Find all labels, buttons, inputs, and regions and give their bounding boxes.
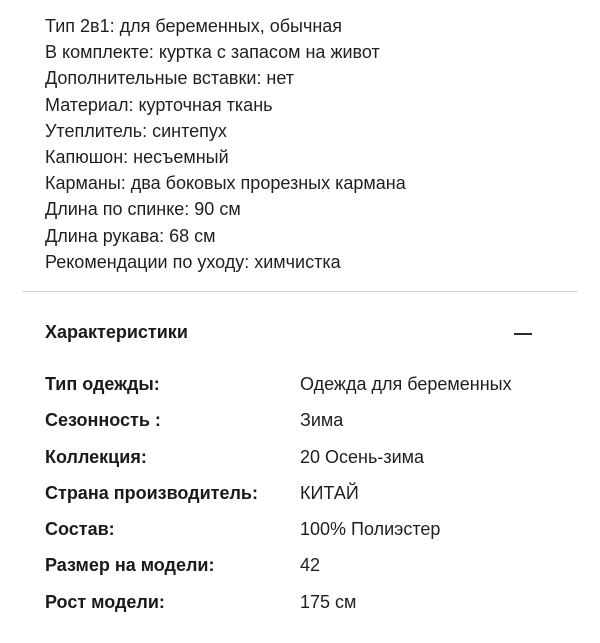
spec-label: Рост модели: [45, 591, 165, 612]
description-line: В комплекте: куртка с запасом на живот [45, 42, 380, 63]
spec-row [45, 408, 585, 444]
spec-label: Страна производитель: [45, 482, 258, 503]
spec-value: Зима [300, 410, 344, 431]
description-line: Длина рукава: 68 см [45, 225, 216, 246]
spec-value: 42 [300, 555, 321, 576]
spec-label: Сезонность : [45, 410, 161, 431]
spec-value: Одежда для беременных [300, 374, 512, 394]
description-line: Карманы: два боковых прорезных кармана [45, 173, 406, 194]
description-line: Тип 2в1: для беременных, обычная [45, 16, 343, 36]
spec-value: КИТАЙ [300, 482, 359, 503]
spec-row [45, 372, 585, 408]
description-line: Рекомендации по уходу: химчистка [45, 251, 341, 272]
description-line: Материал: курточная ткань [45, 94, 273, 115]
characteristics-header[interactable] [45, 320, 545, 348]
characteristics-table [45, 372, 585, 626]
spec-row [45, 590, 585, 626]
spec-row [45, 517, 585, 553]
spec-value: 20 Осень-зима [300, 446, 425, 467]
spec-label: Размер на модели: [45, 555, 215, 576]
spec-value: 100% Полиэстер [300, 519, 441, 540]
collapse-toggle-button[interactable] [512, 320, 534, 348]
description-line: Утеплитель: синтепух [45, 120, 227, 141]
spec-label: Состав: [45, 519, 115, 540]
description-line: Капюшон: несъемный [45, 147, 229, 168]
description-line: Дополнительные вставки: нет [45, 68, 294, 89]
spec-row [45, 445, 585, 481]
section-divider [22, 291, 578, 292]
spec-label: Коллекция: [45, 446, 147, 467]
description-line: Длина по спинке: 90 см [45, 199, 241, 220]
product-description [45, 13, 585, 275]
spec-row [45, 481, 585, 517]
characteristics-title: Характеристики [45, 322, 188, 342]
minus-icon [514, 333, 532, 335]
spec-value: 175 см [300, 591, 357, 612]
spec-row [45, 553, 585, 589]
spec-label: Тип одежды: [45, 374, 160, 394]
